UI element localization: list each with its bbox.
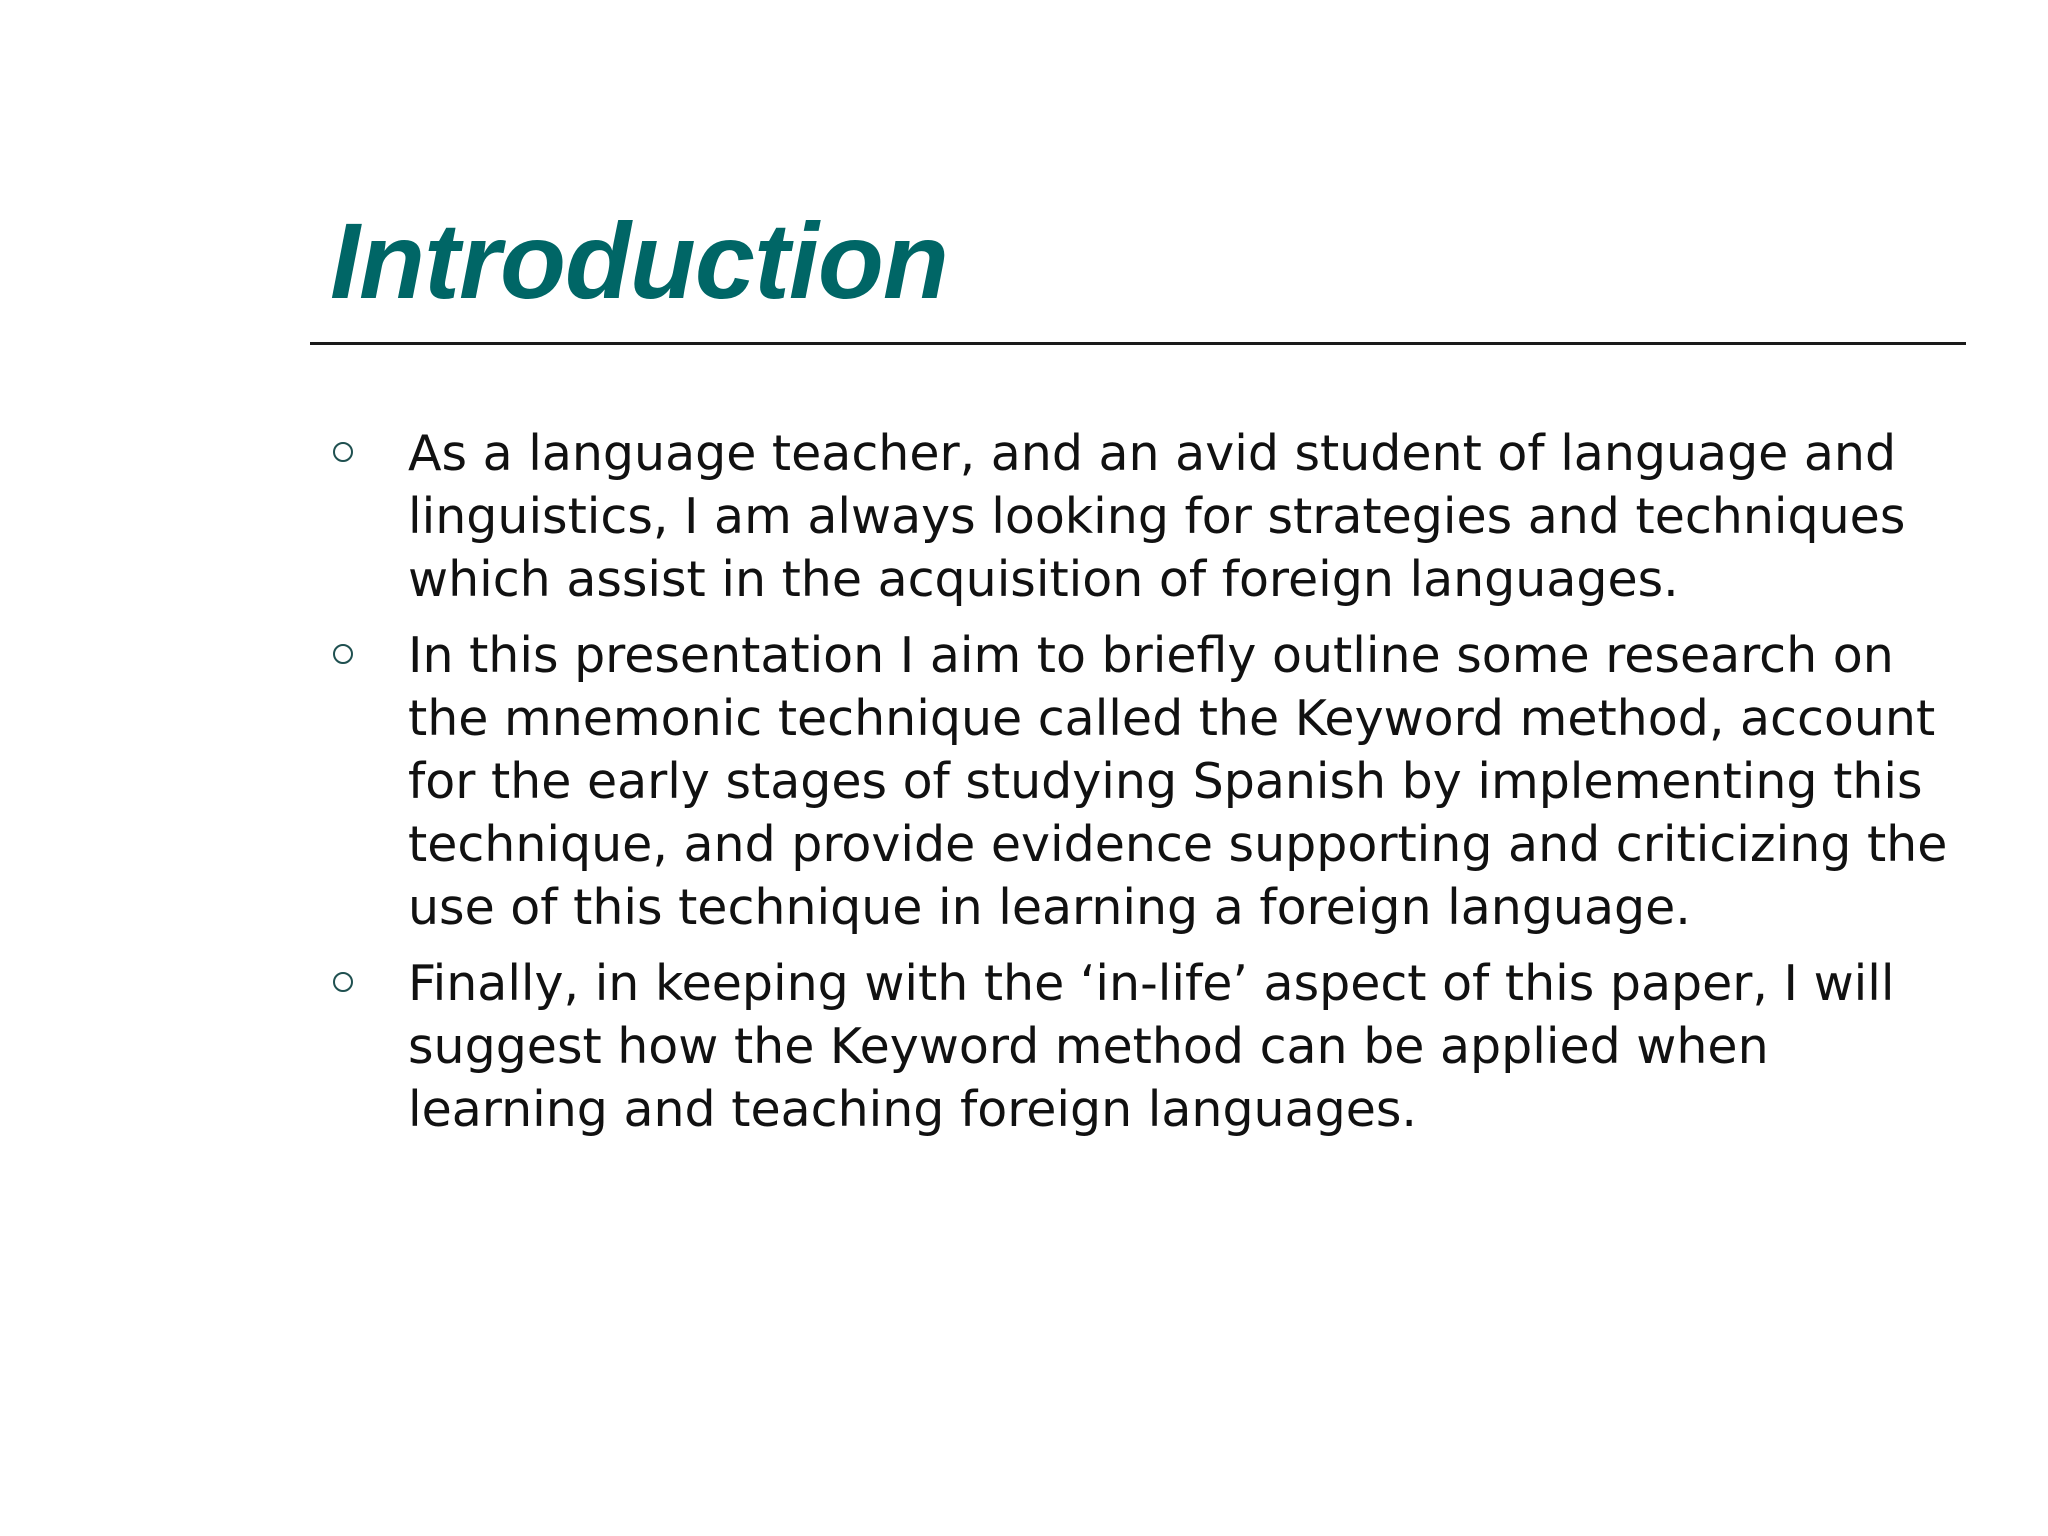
title-divider (310, 342, 1966, 345)
bullet-item (330, 952, 1980, 1141)
slide-title: Introduction (330, 200, 948, 321)
hollow-circle-icon (333, 442, 353, 462)
bullet-text: Finally, in keeping with the ‘in-life’ aspect of this paper, I will suggest how the Keyword method can be applied when learning and teaching foreign languages. (408, 955, 1895, 1138)
bullet-text: As a language teacher, and an avid student of language and linguistics, I am always looking for strategies and techniques which assist in the acquisition of foreign languages. (408, 425, 1906, 608)
bullet-item (330, 422, 1980, 611)
bullet-item (330, 624, 1980, 939)
hollow-circle-icon (333, 972, 353, 992)
bullet-list (330, 422, 1980, 1154)
hollow-circle-icon (333, 644, 353, 664)
bullet-text: In this presentation I aim to briefly outline some research on the mnemonic technique called the Keyword method, account for the early stages of studying Spanish by implementing this technique, and provide evidence supporting and criticizing the use of this technique in learning a foreign language. (408, 627, 1948, 936)
